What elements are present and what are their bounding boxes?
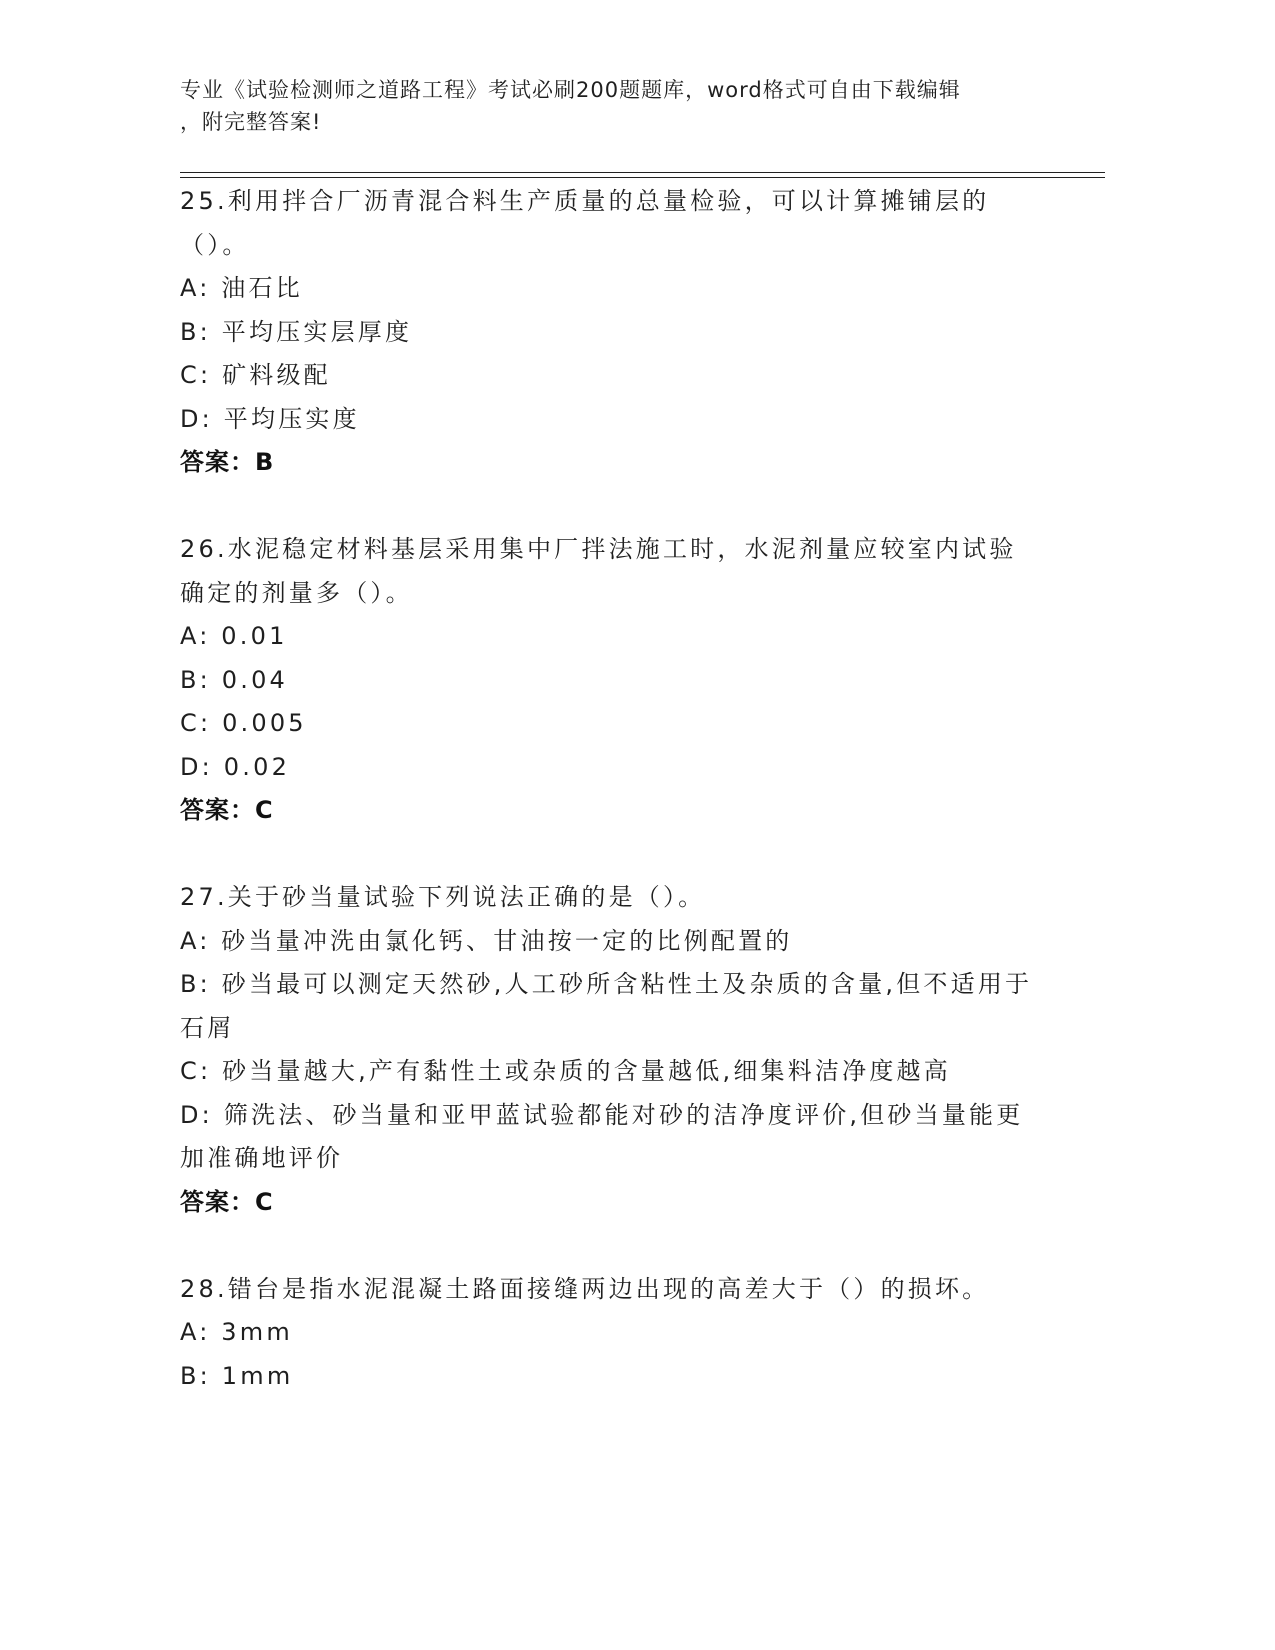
question-stem: 26.水泥稳定材料基层采用集中厂拌法施工时，水泥剂量应较室内试验确定的剂量多（）。 bbox=[180, 535, 1017, 607]
option-b: B: 砂当最可以测定天然砂,人工砂所含粘性土及杂质的含量,但不适用于石屑 bbox=[180, 970, 1033, 1042]
spacer bbox=[180, 833, 1040, 877]
option-b: B: 1mm bbox=[180, 1361, 294, 1390]
option-c: C: 0.005 bbox=[180, 709, 307, 737]
question-list bbox=[180, 180, 1040, 1398]
header-divider-bottom bbox=[180, 177, 1105, 178]
option-d: D: 筛洗法、砂当量和亚甲蓝试验都能对砂的洁净度评价,但砂当量能更加准确地评价 bbox=[180, 1100, 1024, 1172]
header-divider-top bbox=[180, 172, 1105, 173]
option-c: C: 砂当量越大,产有黏性土或杂质的含量越低,细集料洁净度越高 bbox=[180, 1057, 951, 1085]
option-a: A: 砂当量冲洗由氯化钙、甘油按一定的比例配置的 bbox=[180, 926, 793, 955]
header-line-2: ，附完整答案! bbox=[180, 110, 322, 134]
option-d: D: 平均压实度 bbox=[180, 404, 360, 433]
option-d: D: 0.02 bbox=[180, 752, 291, 781]
question-stem: 25.利用拌合厂沥青混合料生产质量的总量检验，可以计算摊铺层的（）。 bbox=[180, 187, 990, 259]
question-stem: 27.关于砂当量试验下列说法正确的是（）。 bbox=[180, 883, 706, 911]
question-25 bbox=[180, 180, 1040, 485]
spacer bbox=[180, 1224, 1040, 1268]
option-b: B: 0.04 bbox=[180, 665, 289, 694]
spacer bbox=[180, 485, 1040, 529]
option-c: C: 矿料级配 bbox=[180, 361, 331, 389]
answer-line: 答案：C bbox=[180, 796, 274, 824]
question-27 bbox=[180, 876, 1040, 1224]
header-line-1: 专业《试验检测师之道路工程》考试必刷200题题库，word格式可自由下载编辑 bbox=[180, 78, 961, 102]
document-header bbox=[180, 74, 1040, 138]
question-26 bbox=[180, 528, 1040, 833]
question-stem: 28.错台是指水泥混凝土路面接缝两边出现的高差大于（）的损坏。 bbox=[180, 1274, 990, 1303]
question-28 bbox=[180, 1268, 1040, 1399]
answer-line: 答案：B bbox=[180, 448, 275, 476]
option-a: A: 油石比 bbox=[180, 274, 303, 302]
option-a: A: 0.01 bbox=[180, 622, 288, 650]
answer-line: 答案：C bbox=[180, 1187, 274, 1216]
option-b: B: 平均压实层厚度 bbox=[180, 317, 413, 346]
option-a: A: 3mm bbox=[180, 1318, 293, 1346]
